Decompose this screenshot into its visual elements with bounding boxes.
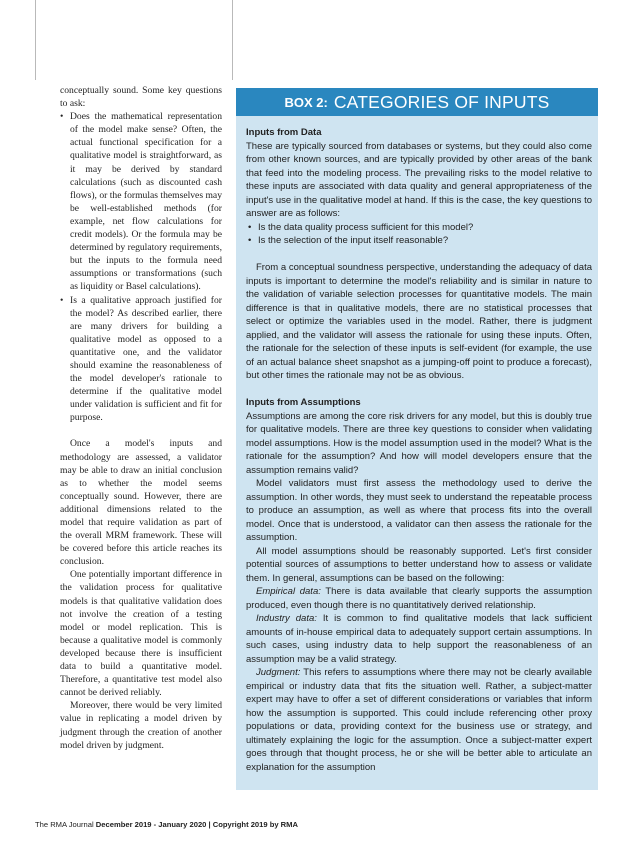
left-paragraph: Moreover, there would be very limited value in replicating a model driven by judgment through the creation of another model driven by judgment. bbox=[60, 700, 222, 751]
box-header bbox=[236, 88, 598, 116]
judgment-label: Judgment: bbox=[256, 667, 301, 678]
section-heading-data: Inputs from Data bbox=[246, 127, 322, 138]
left-margin-rule bbox=[35, 0, 36, 80]
box-paragraph: All model assumptions should be reasonably supported. Let's first consider potential sources of assumptions to better understand how to assess or validate them. In general, assumptions can be based on the following: bbox=[246, 545, 592, 584]
left-paragraph: One potentially important difference in the validation process for qualitative models is that qualitative validation does not involve the creation of a testing model or model replication. This is because a qualitative model is commonly developed because there is insufficient data to build a quantitative model. Therefore, a quantitative test model also cannot be derived reliably. bbox=[60, 569, 222, 699]
box-bullet-list bbox=[246, 221, 592, 248]
box-paragraph: From a conceptual soundness perspective, understanding the adequacy of data inputs is important to determine the model's reliability and is similar in nature to the validation of variable selection processes for quantitative models. The main difference is that in qualitative models, there are no statistical processes that select or optimize the variables used in the model. Rather, there is judgment applied, and the validator will assess the rationale for using these inputs. Often, the rationale for the selection of these inputs is self-evident (for example, the use of an actual balance sheet snapshot as a jumping-off point to produce a forecast), but other times the rationale may not be as obvious. bbox=[246, 262, 592, 381]
left-intro: conceptually sound. Some key questions to ask: bbox=[60, 85, 222, 110]
judgment-text: This refers to assumptions where there may not be clearly available empirical or industry data that fits the situation well. Rather, a subject-matter expert may have to offer a set of different considerations or variables that inform how the assumption is supported. This could include referencing other proxy populations or data, providing context for the business use or strategy, and ultimately explaining the logic for the assumption. Once a subject-matter expert goes through that thought process, he or she will be better able to articulate an explanation for the assumption bbox=[246, 667, 592, 773]
page-footer bbox=[35, 820, 298, 829]
box-title: CATEGORIES OF INPUTS bbox=[333, 91, 550, 112]
left-bullet-list bbox=[60, 110, 222, 424]
box-paragraph: Assumptions are among the core risk drivers for any model, but this is doubly true for qualitative models. There are three key questions to consider when validating model assumptions. How is the model assumption used in the model? What is the rationale for the assumption? And how will model developers ensure that the assumption remains valid? bbox=[246, 410, 592, 476]
box-paragraph-industry bbox=[246, 612, 592, 666]
empirical-label: Empirical data: bbox=[256, 586, 321, 597]
industry-text: It is common to find qualitative models that lack sufficient amounts of in-house empirical data to adequately support certain assumptions. In such cases, using industry data to help support the reasonableness of an assumption may be a valid strategy. bbox=[246, 613, 592, 665]
footer-date: December 2019 - January 2020 | Copyright 2019 by RMA bbox=[95, 820, 298, 829]
footer-journal: The RMA Journal bbox=[35, 820, 94, 829]
box-paragraph-judgment bbox=[246, 666, 592, 774]
box-bullet-item: • Is the data quality process sufficient for this model? bbox=[246, 221, 592, 235]
section-heading-assumptions: Inputs from Assumptions bbox=[246, 397, 361, 408]
industry-label: Industry data: bbox=[256, 613, 317, 624]
box-categories-of-inputs bbox=[236, 88, 598, 790]
left-paragraph: Once a model's inputs and methodology are assessed, a validator may be able to draw an initial conclusion as to whether the model seems conceptually sound. However, there are additional dimensions related to the model that require validation as part of the overall MRM framework. These will be covered before this article reaches its conclusion. bbox=[60, 438, 222, 568]
box-paragraph: These are typically sourced from databases or systems, but they could also come from other known sources, and are typically provided by other areas of the bank that feed into the modeling process. The prevailing risks to the model relative to these inputs are associated with data quality and general appropriateness of the input's use in the qualitative model at hand. If this is the case, the key questions to answer are as follows: bbox=[246, 140, 592, 219]
box-bullet-item: • Is the selection of the input itself reasonable? bbox=[246, 234, 592, 248]
empirical-text: There is data available that clearly supports the assumption produced, even though there is no quantitatively derived relationship. bbox=[246, 586, 592, 611]
left-bullet-item: • Does the mathematical representation of the model make sense? Often, the actual functional specification for a qualitative model is straightforward, as it may be derived by standard calculations (such as discounted cash flows), or the formulas themselves may be well-established methods (for example, net flow calculations for credit models). Or the formula may be determined by regulatory requirements, but the inputs to the formula need assumptions or transformations (such as liquidity or Basel calculations). bbox=[60, 110, 222, 293]
box-number: BOX 2: bbox=[284, 94, 328, 110]
box-body bbox=[246, 126, 592, 774]
box-paragraph-empirical bbox=[246, 585, 592, 612]
column-divider-rule bbox=[232, 0, 233, 80]
box-paragraph: Model validators must first assess the methodology used to derive the assumption. In other words, they must seek to understand the repeatable process to produce an assumption, as well as where that process fits into the overall model. Once that is understood, a validator can then assess the rationale for the assumption. bbox=[246, 478, 592, 543]
left-bullet-item: • Is a qualitative approach justified for the model? As described earlier, there are many drivers for building a qualitative model as opposed to a quantitative one, and the validator should examine the reasonableness of the model developer's rationale to determine if the qualitative model under validation is sufficient and fit for purpose. bbox=[60, 294, 222, 425]
left-column bbox=[60, 84, 222, 752]
